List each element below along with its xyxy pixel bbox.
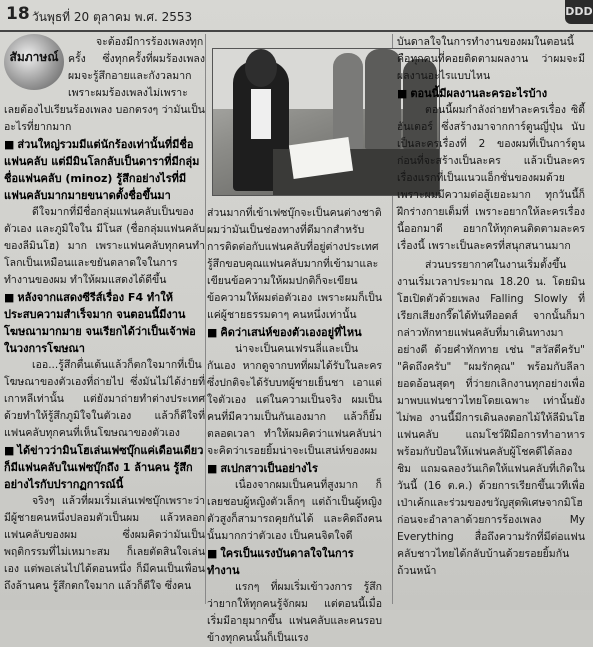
column-right bbox=[397, 34, 585, 580]
question-text: คิดว่าเสน่ห์ของตัวเองอยู่ที่ไหน bbox=[220, 326, 362, 339]
bullet-icon: ■ bbox=[4, 291, 15, 304]
bullet-icon: ■ bbox=[207, 462, 218, 475]
paragraph: ดีใจมากที่มีชื่อกลุ่มแฟนคลับเป็นของตัวเอง และภูมิใจใน มีโนส (ชื่อกลุ่มแฟนคลับของลีมินโฮ) มาก เพราะแฟนคลับทุกคนทำโลกเป็นเหมือนและขยันตลาดใจในการทำงานของผม ทำให้ผมแสดงได้ดีขึ้น bbox=[4, 206, 205, 286]
column-middle bbox=[207, 205, 382, 647]
paragraph: น่าจะเป็นคนเฟรนลี่และเป็นกันเอง หากดูจากบทที่ผมได้รับในละครซึ่งปกติจะได้รับบทผู้ชายเย็นชา เอาแต่ใจตัวเอง แต่ในความเป็นจริง ผมเป็นคนที่มีความเป็นกันเองมาก แล้วก็ยิ้มตลอดเวลา ทำให้ผมคิดว่าแฟนคลับน่าจะคิดว่าเรอยยิ้มน่าจะเป็นเสน่ห์ของผม bbox=[207, 343, 382, 457]
bullet-icon: ■ bbox=[4, 444, 15, 457]
column-divider bbox=[205, 34, 206, 604]
question-heading bbox=[207, 545, 382, 579]
paragraph: ส่วนบรรยากาศในงานเริ่มตั้งขึ้น งานเริ่มเวลาประมาณ 18.20 น. โดยมินโฮเปิดตัวด้วยเพลง Falling Slowly ที่เรียกเสียงกรี๊ดได้ทันทีออดส์ จากนั้นก็มากล่าวทักทายแฟนคลับที่มาเดินทางมาอย่างดี ด้วยคำทักทาย เช่น "สวัสดีครับ" "คิดถึงครับ" "ผมรักคุณ" พร้อมกับลีลายอดอ้อนสุดๆ ที่ว่ายกเลิกงานทุกอย่างเพื่อมาพบแฟนชาวไทยโดยเฉพาะ เท่านั้นยังไม่พอ งานนี้มีการเดินลงตอกไม้ให้ลีมินโฮแฟนคลับ แถมโชว์ฝีมือการทำอาหารพร้อมกับป้อนให้แฟนคลับผู้โชคดีได้ลองชิม แถมฉลองวันเกิดให้แฟนคลับที่เกิดในวันนี้ (16 ต.ค.) ด้วยการเรียกขึ้นเวทีเพื่อเป่าเค้กและร่วมของขวัญสุดพิเศษจากมิโฮ ก่อนจะอำลาลาด้วยการร้องเพลง My Everything สื่อถึงความรักที่มีต่อแฟนคลับชาวไทยได้กลับบ้านด้วยรอยยิ้มกันถ้วนหน้า bbox=[397, 259, 585, 577]
question-heading bbox=[4, 289, 205, 357]
photo-shirt bbox=[251, 89, 271, 139]
photo-head bbox=[245, 49, 277, 87]
interview-logo-text: สัมภาษณ์ bbox=[9, 50, 59, 64]
question-heading bbox=[4, 136, 205, 204]
photo-person bbox=[365, 49, 401, 149]
paragraph: เออ...รู้สึกตื่นเต้นแล้วก็ตกใจมากที่เป็นโฆษณาของตัวเองที่ถ่ายไป ซึ่งมันไม่ได้ง่ายที่เกาหลีเท่านั้น แต่ยังมาถ่ายทำต่างประเทศด้วยทำให้รู้สึกภูมิใจในตัวเอง แล้วก็ดีใจที่แฟนคลับทุกคนที่เห็นโฆษณาของตัวเอง bbox=[4, 359, 205, 439]
paragraph: แรกๆ ที่ผมเริ่มเข้าวงการ รู้สึกว่ายากให้ทุกคนรู้จักผม แต่ตอนนี้เมื่อเริ่มมีอายุมากขึ้น แฟนคลับและคนรอบข้างทุกคนนั้นก็เป็นแรง bbox=[207, 581, 382, 644]
bullet-icon: ■ bbox=[207, 326, 218, 339]
paragraph: บันดาลใจในการทำงานของผมในตอนนี้ คือทุกคนที่คอยติดตามผลงาน ว่าผมจะมีผลงานอะไรแบบไหน bbox=[397, 36, 585, 82]
page-header bbox=[0, 0, 593, 32]
bullet-icon: ■ bbox=[4, 138, 15, 151]
issue-date: วันพุธที่ 20 ตุลาคม พ.ศ. 2553 bbox=[32, 10, 193, 24]
question-text: หลังจากแสดงซีรีส์เรื่อง F4 ทำให้ประสบความสำเร็จมาก จนตอนนี้มีงานโฆษณามากมาย จนเรียกได้ว่าเป็นเจ้าพ่อในวงการโฆษณา bbox=[4, 291, 196, 355]
publication-logo: DDD bbox=[565, 0, 593, 24]
question-heading bbox=[207, 324, 382, 341]
column-left bbox=[4, 34, 205, 595]
paragraph: ส่วนมากที่เข้าเฟซบุ๊กจะเป็นคนต่างชาติ ผมว่ามันเป็นช่องทางที่ดีมากสำหรับการติดต่อกับแฟนคลับที่อยู่ต่างประเทศ รู้สึกขอบคุณแฟนคลับมากที่เข้ามาและเขียนข้อความให้ผมปกติก็จะเขียนข้อความให้ผมต่อตัวเอง เพราะผมก็เป็นแค่ผู้ชายธรรมดาๆ คนหนึ่งเท่านั้น bbox=[207, 207, 382, 321]
question-text: ตอนนี้มีผลงานละครอะไรบ้าง bbox=[410, 87, 548, 100]
interview-logo bbox=[4, 34, 64, 90]
page-number: 18 bbox=[6, 4, 30, 24]
paragraph: จริงๆ แล้วที่ผมเริ่มเล่นเฟซบุ๊กเพราะว่ามีผู้ชายคนหนึ่งปลอมตัวเป็นผม แล้วหลอกแฟนคลับของผม ซึ่งผมคิดว่ามันเป็นพฤติกรรมที่ไม่เหมาะสม ก็เลยตัดสินใจเล่นเอง แต่พอเล่นไปได้ตอนหนึ่ง ก็มีคนเป็นเพื่อนถึงล้านคน รู้สึกตกใจมาก แล้วก็ดีใจ ซึ่งคน bbox=[4, 495, 205, 592]
photo-person bbox=[333, 53, 363, 149]
bullet-icon: ■ bbox=[397, 87, 408, 100]
question-text: ส่วนใหญ่รวมมีแต่นักร้องเท่านั้นที่มีชื่อแฟนคลับ แต่มีมินโลกลับเป็นดาราที่มีกลุ่มชื่อแฟนคลับ (minoz) รู้สึกอย่างไรที่มีแฟนคลับมากมายขนาดตั้งชื่อขึ้นมา bbox=[4, 138, 200, 202]
question-text: ได้ข่าวว่ามินโฮเล่นเฟซบุ๊กแค่เดือนเดียวก็มีแฟนคลับในเฟซบุ๊กถึง 1 ล้านคน รู้สึกอย่างไรกับปรากฏการณ์นี้ bbox=[4, 444, 204, 491]
question-heading bbox=[4, 442, 205, 493]
question-heading bbox=[207, 460, 382, 477]
paragraph: จะต้องมีการร้องเพลงทุกครั้ง ซึ่งทุกครั้งที่ผมร้องเพลง ผมจะรู้สึกอายและกังวลมาก เพราะผมร้องเพลงไม่เพราะ เลยต้องไปเรียนร้องเพลง บอกตรงๆ ว่ามันเป็นอะไรที่ยากมาก bbox=[4, 36, 205, 133]
paragraph: เนื่องจากผมเป็นคนที่สูงมาก ก็เลยชอบผู้หญิงตัวเล็กๆ แต่ถ้าเป็นผู้หญิงตัวสูงก็สามารถคุยกันได้ และคิดถึงคนนั้นมากกว่าตัวเอง เป็นคนจิตใจดี bbox=[207, 479, 382, 542]
bullet-icon: ■ bbox=[207, 547, 218, 560]
question-text: สเปกสาวเป็นอย่างไร bbox=[220, 462, 318, 475]
question-heading bbox=[397, 85, 585, 102]
question-text: ใครเป็นแรงบันดาลใจในการทำงาน bbox=[207, 547, 354, 577]
paragraph: ตอนนี้ผมกำลังถ่ายทำละครเรื่อง ซิตี้ ฮันเตอร์ ซึ่งสร้างมาจากการ์ตูนญี่ปุ่น นับเป็นละครเรื่องที่ 2 ของผมที่เป็นการ์ตูนก่อนที่จะสร้างเป็นละคร แล้วเป็นละครเรื่องแรกที่เป็นแนวแอ็กชั่นของผมด้วย เพราะผมมีความต่อสู้เยอะมาก ทุกวันนี้ก็ฝึกร่างกายเต็มที่ เพราะอยากให้ละครเรื่องนี้ออกมาดี อยากให้ทุกคนติดตามละครเรื่องนี้ เพราะเป็นละครที่สนุกสนานมาก bbox=[397, 104, 585, 252]
